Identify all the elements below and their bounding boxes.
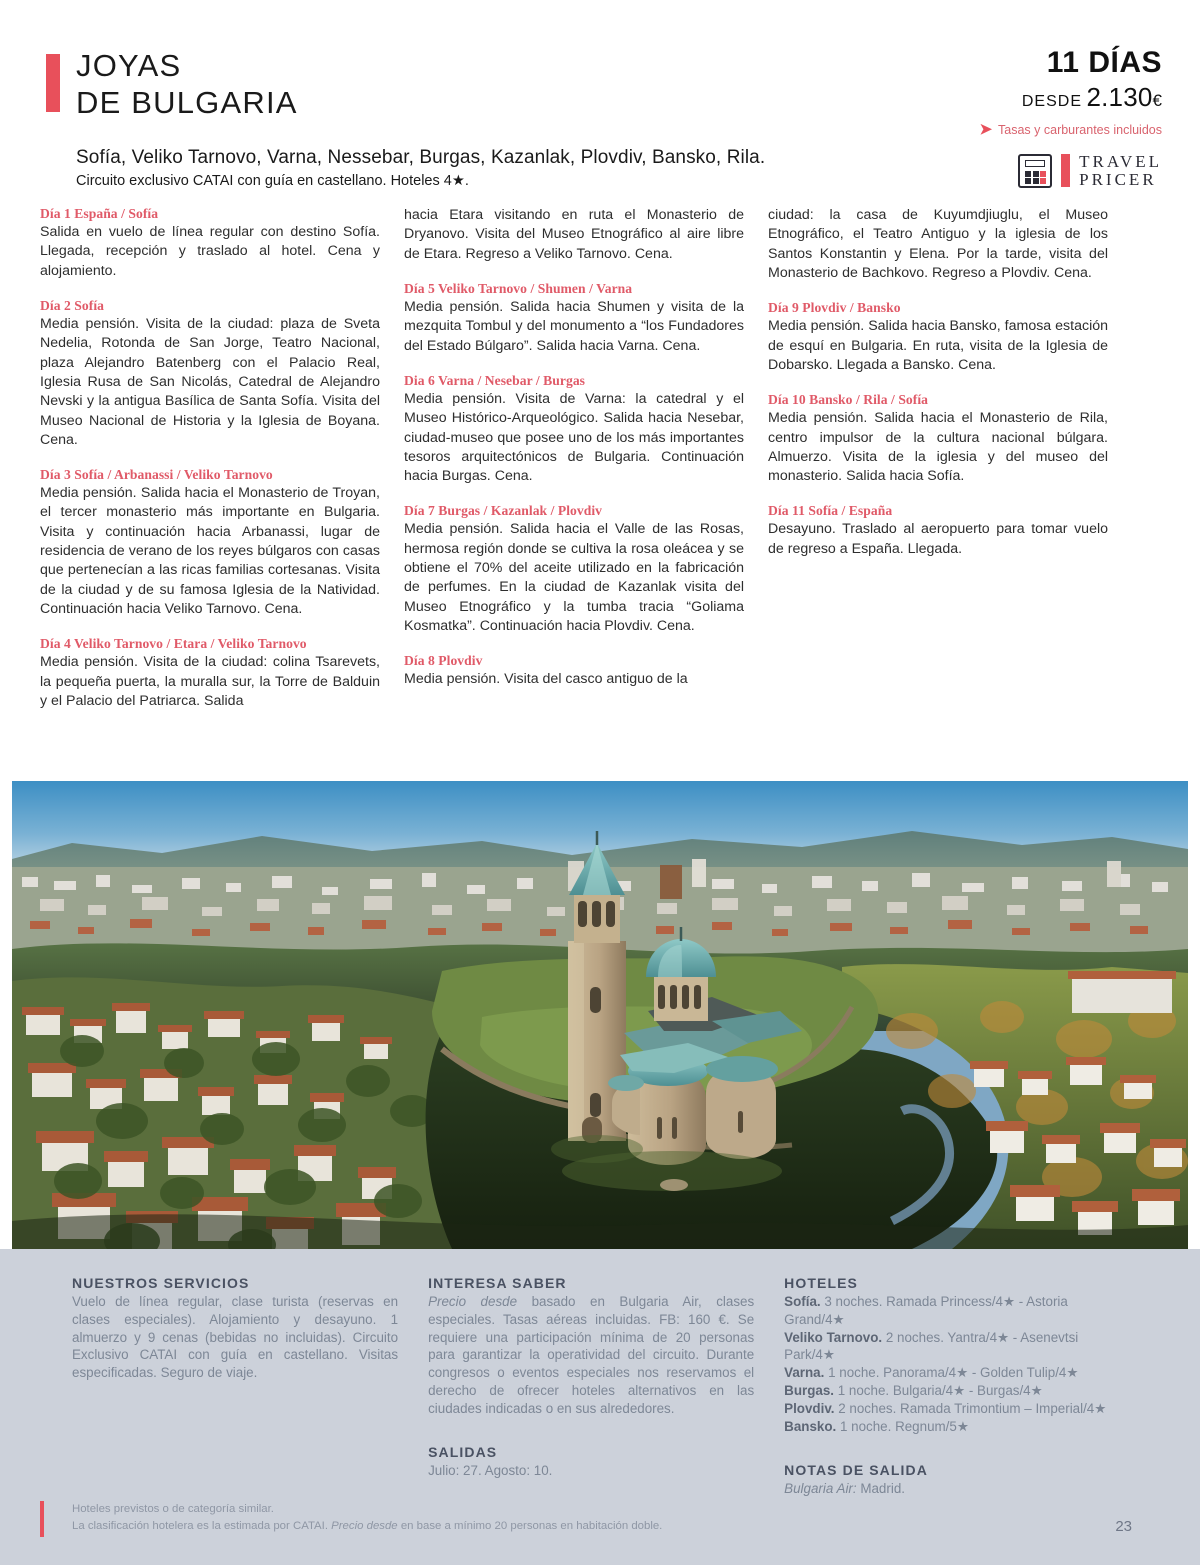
day-title: Día 5 Veliko Tarnovo / Shumen / Varna <box>404 280 633 296</box>
hotel-city: Veliko Tarnovo. <box>784 1329 883 1345</box>
hotel-city: Sofía. <box>784 1294 821 1309</box>
day-title: Día 9 Plovdiv / Bansko <box>768 300 901 316</box>
logo-text-line-2: PRICER <box>1079 169 1157 189</box>
hotel-item <box>784 1364 1130 1382</box>
services-body: Vuelo de línea regular, clase turista (reservas en clases especiales). Alojamiento y desayuno. 1 almuerzo y 9 cenas (bebidas no incluidas). Circuito Exclusivo CATAI con guía en castellano. Visitas especificadas. Seguro de viaje. <box>72 1294 399 1381</box>
footnote-line-2 <box>72 1518 662 1535</box>
hotel-detail: 3 noches. Ramada Princess/4★ - Astoria Grand/4★ <box>784 1294 1068 1327</box>
taxes-included-row <box>862 122 1162 137</box>
price-from-label: DESDE <box>1021 93 1082 110</box>
hotel-city: Plovdiv. <box>784 1400 835 1416</box>
taxes-included-label: Tasas y carburantes incluidos <box>998 122 1162 137</box>
tour-note: Circuito exclusivo CATAI con guía en castellano. Hoteles 4★. <box>76 173 469 190</box>
hotel-item <box>784 1418 1130 1436</box>
day-title: Día 8 Plovdiv <box>404 653 483 669</box>
destination-photo <box>12 781 1188 1249</box>
services-column <box>72 1275 428 1497</box>
hotels-list <box>784 1293 1130 1436</box>
title-accent-bar <box>46 54 60 112</box>
departures-body: Julio: 27. Agosto: 10. <box>428 1462 553 1478</box>
photo-illustration <box>12 781 1188 1249</box>
footnote-line-2-italic: Precio desde <box>331 1519 398 1532</box>
departure-notes-body <box>784 1480 1130 1498</box>
day-title: Día 7 Burgas / Kazanlak / Plovdiv <box>404 503 603 519</box>
interest-body-rest: basado en Bulgaria Air, clases especiales. Tasas aéreas incluidas. FB: 160 €. Se requiere una participación mínima de 20 personas para garantizar la operatividad del circuito. Durante congresos o eventos especiales nos reservamos el derecho de ofrecer hoteles alternativos en las ciudades indicadas o en sus alrededores. <box>428 1294 755 1416</box>
day-text: Media pensión. Visita de Varna: la catedral y el Museo Histórico-Arqueológico. Salida hacia Nesebar, ciudad-museo que posee uno de los más importantes tesoros arquitectónicos de Bulgaria. Continuación hacia Burgas. Cena. <box>404 390 744 485</box>
calculator-icon <box>1018 154 1052 188</box>
logo-accent-bar <box>1061 154 1070 187</box>
day-text: Media pensión. Salida hacia el Monasterio de Troyan, el tercer monasterio más importante en Bulgaria. Visita y continuación hacia Arbanassi, lugar de residencia de verano de los reyes búlgaros con casas que pertenecían a las ricas familias cortesanas. Visita de la ciudad y de su famosa Iglesia de la Natividad. Continuación hacia Veliko Tarnovo. Cena. <box>40 485 380 617</box>
page-header <box>0 0 1200 200</box>
day-title: Día 4 Veliko Tarnovo / Etara / Veliko Tarnovo <box>40 636 307 652</box>
logo-text-line-1: TRAVEL <box>1079 152 1162 171</box>
hotel-detail: 1 noche. Bulgaria/4★ - Burgas/4★ <box>834 1383 1043 1399</box>
day-text-continuation: ciudad: la casa de Kuyumdjiuglu, el Museo Etnográfico, el Teatro Antiguo y la iglesia de los Santos Konstantin y Elena. Por la tarde, visita del Monasterio de Bachkovo. Regreso a Plovdiv. Cena. <box>768 207 1108 281</box>
price-amount: 2.130 <box>1086 82 1153 112</box>
hotel-item <box>784 1293 1130 1329</box>
day-title: Día 3 Sofía / Arbanassi / Veliko Tarnovo <box>40 467 273 483</box>
day-title: Día 1 España / Sofía <box>40 206 159 221</box>
hotels-heading: HOTELES <box>784 1275 858 1291</box>
hotel-city: Varna. <box>784 1365 825 1381</box>
day-text: Media pensión. Visita de la ciudad: plaza de Sveta Nedelia, Rotonda de San Jorge, Teatro Nacional, plaza Alejandro Batenberg con el Palacio Real, Iglesia Rusa de San Nicolás, Catedral de Alejandro Nevski y la antigua Basílica de Santa Sofía. Visita del Museo Nacional de Historia y la Iglesia de Boyana. Cena. <box>40 315 380 448</box>
services-heading: NUESTROS SERVICIOS <box>72 1275 250 1291</box>
duration-label: 11 DÍAS <box>1046 46 1162 79</box>
day-title: Día 10 Bansko / Rila / Sofía <box>768 392 929 408</box>
hotels-column <box>784 1275 1160 1497</box>
day-text: Media pensión. Salida hacia Shumen y visita de la mezquita Tombul y del monumento a “los Fundadores del Estado Búlgaro”. Salida hacia Varna. Cena. <box>404 298 744 354</box>
itinerary-column-2 <box>404 206 744 760</box>
hotel-city: Bansko. <box>784 1418 837 1434</box>
itinerary-section <box>0 200 1200 760</box>
day-text: Media pensión. Salida hacia el Valle de las Rosas, hermosa región donde se cultiva la rosa oleácea y se obtiene el 70% del aceite utilizado en la fabricación de perfumes. En la ciudad de Kazanlak visita del Museo Etnográfico y la tumba tracia “Goliama Kosmatka”. Continuación hacia Plovdiv. Cena. <box>404 521 744 634</box>
chevron-right-icon: ➤ <box>979 121 993 138</box>
day-text: Media pensión. Salida hacia Bansko, famosa estación de esquí en Bulgaria. En ruta, visita de la Iglesia de Dobarsko. Llegada a Bansko. Cena. <box>768 318 1108 373</box>
interest-body <box>428 1293 754 1418</box>
price-currency: € <box>1152 91 1162 110</box>
departures-heading: SALIDAS <box>428 1443 498 1460</box>
footnote-line-1: Hoteles previstos o de categoría similar. <box>72 1502 274 1515</box>
footer-accent-bar <box>40 1501 44 1537</box>
day-text: Media pensión. Salida hacia el Monasterio de Rila, centro impulsor de la cultura nacional búlgara. Almuerzo. Visita de la iglesia y del museo del monasterio. Salida hacia Sofía. <box>768 410 1108 485</box>
itinerary-column-3 <box>768 206 1108 760</box>
day-text: Desayuno. Traslado al aeropuerto para tomar vuelo de regreso a España. Llegada. <box>768 521 1108 557</box>
day-text-continuation: hacia Etara visitando en ruta el Monasterio de Dryanovo. Visita del Museo Etnográfico al aire libre de Etara. Regreso a Veliko Tarnovo. Cena. <box>404 207 744 262</box>
page-number: 23 <box>1115 1518 1132 1535</box>
page-title-line-1: JOYAS <box>76 48 182 83</box>
departure-notes-city: Madrid. <box>856 1480 905 1496</box>
hotel-city: Burgas. <box>784 1383 835 1399</box>
day-title: Día 11 Sofía / España <box>768 503 893 519</box>
price-block <box>862 84 1162 110</box>
page-title-line-2: DE BULGARIA <box>76 84 298 120</box>
footnote <box>72 1501 662 1535</box>
day-title: Día 2 Sofía <box>40 297 104 313</box>
travel-pricer-logo <box>862 153 1162 189</box>
hotel-detail: 1 noche. Panorama/4★ - Golden Tulip/4★ <box>824 1365 1079 1381</box>
day-text: Salida en vuelo de línea regular con destino Sofía. Llegada, recepción y traslado al hotel. Cena y alojamiento. <box>40 224 380 279</box>
hotel-detail: 2 noches. Ramada Trimontium – Imperial/4★ <box>834 1400 1107 1416</box>
hotel-item <box>784 1329 1130 1365</box>
info-panel <box>0 1249 1200 1565</box>
hotel-detail: 2 noches. Yantra/4★ - Asenevtsi Park/4★ <box>784 1329 1079 1363</box>
day-title: Dia 6 Varna / Nesebar / Burgas <box>404 372 586 388</box>
itinerary-column-1 <box>40 206 380 760</box>
cities-subtitle: Sofía, Veliko Tarnovo, Varna, Nessebar, Burgas, Kazanlak, Plovdiv, Bansko, Rila. <box>76 147 766 169</box>
departure-notes-airline: Bulgaria Air: <box>784 1480 857 1496</box>
day-text: Media pensión. Visita de la ciudad: colina Tsarevets, la pequeña puerta, la muralla sur, la Torre de Balduin y el Palacio del Patriarca. Salida <box>40 654 380 709</box>
interest-body-italic: Precio desde <box>428 1294 518 1309</box>
day-text: Media pensión. Visita del casco antiguo de la <box>404 671 688 688</box>
footnote-line-2-b: en base a mínimo 20 personas en habitación doble. <box>397 1519 663 1532</box>
hotel-item <box>784 1400 1130 1418</box>
hotel-detail: 1 noche. Regnum/5★ <box>836 1418 969 1434</box>
footnote-line-2-a: La clasificación hotelera es la estimada por CATAI. <box>72 1519 332 1532</box>
hotel-item <box>784 1382 1130 1400</box>
departure-notes-heading: NOTAS DE SALIDA <box>784 1461 928 1478</box>
interest-column <box>428 1275 784 1497</box>
logo-text <box>1079 153 1162 189</box>
header-right-block <box>862 48 1162 189</box>
interest-heading: INTERESA SABER <box>428 1275 567 1291</box>
info-columns <box>0 1249 1200 1497</box>
